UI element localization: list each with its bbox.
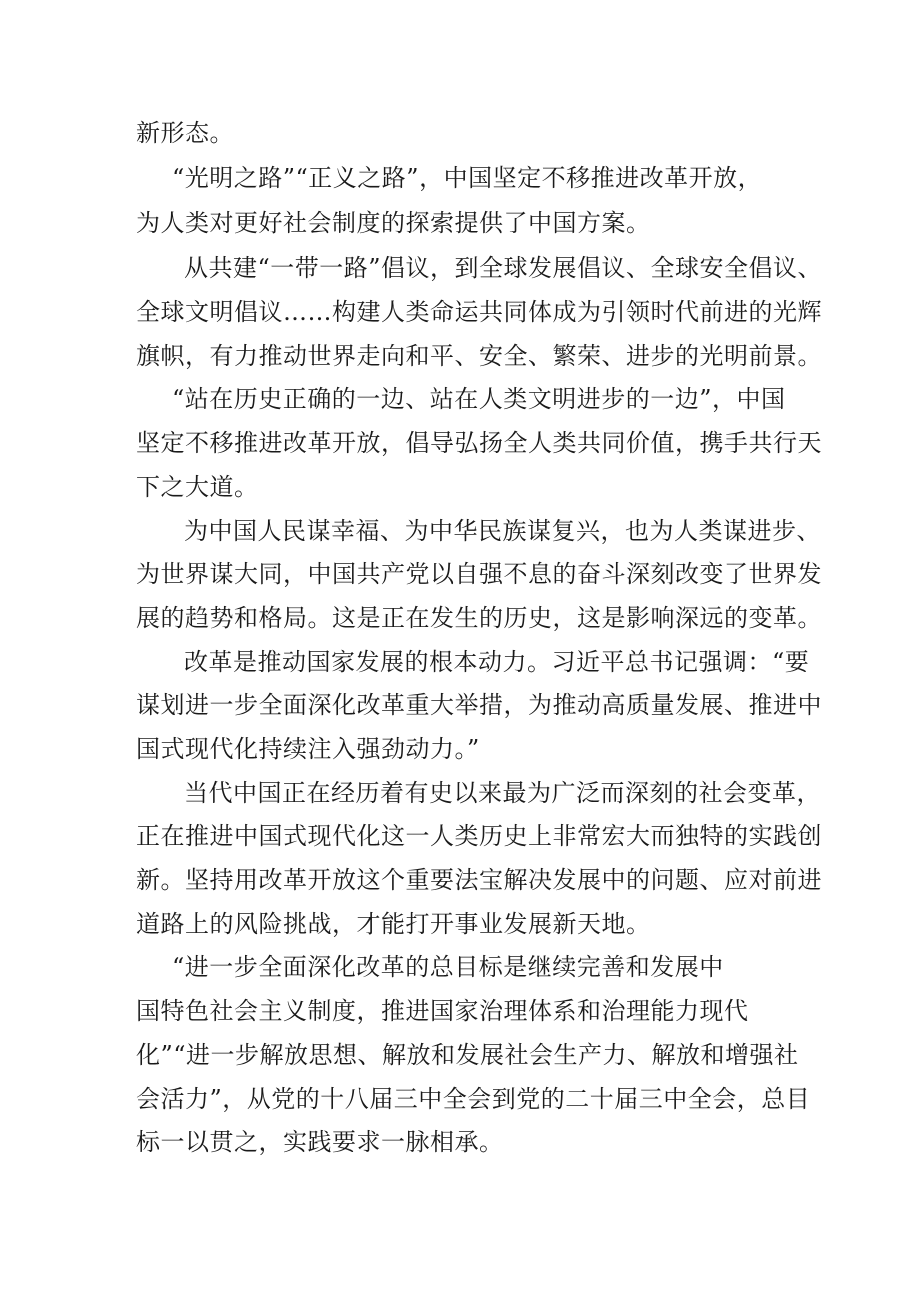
text-line: 改革是推动国家发展的根本动力。习近平总书记强调：“要 [184,648,810,676]
text-line: 国式现代化持续注入强劲动力。” [136,735,480,763]
text-line: 新形态。 [136,119,234,147]
text-line: 从共建“一带一路”倡议，到全球发展倡议、全球安全倡议、 [184,254,823,282]
text-line: 为世界谋大同，中国共产党以自强不息的奋斗深刻改变了世界发 [136,560,822,588]
text-line: 道路上的风险挑战，才能打开事业发展新天地。 [136,910,651,938]
text-line: 正在推进中国式现代化这一人类历史上非常宏大而独特的实践创 [136,822,822,850]
text-line: “光明之路”“正义之路”，中国坚定不移推进改革开放， [172,164,763,192]
text-line: 标一以贯之，实践要求一脉相承。 [136,1128,504,1156]
text-line: 当代中国正在经历着有史以来最为广泛而深刻的社会变革， [184,779,821,807]
text-line: 化”“进一步解放思想、解放和发展社会生产力、解放和增强社 [136,1041,799,1069]
text-line: 会活力”，从党的十八届三中全会到党的二十届三中全会，总目 [136,1085,811,1113]
text-line: 展的趋势和格局。这是正在发生的历史，这是影响深远的变革。 [136,604,822,632]
text-line: “站在历史正确的一边、站在人类文明进步的一边”，中国 [172,385,786,413]
text-line: 国特色社会主义制度，推进国家治理体系和治理能力现代 [136,997,749,1025]
text-line: 坚定不移推进改革开放，倡导弘扬全人类共同价值，携手共行天 [136,429,822,457]
text-line: 全球文明倡议……构建人类命运共同体成为引领时代前进的光辉 [136,298,822,326]
text-line: 为人类对更好社会制度的探索提供了中国方案。 [136,209,651,237]
text-line: 为中国人民谋幸福、为中华民族谋复兴，也为人类谋进步、 [184,517,821,545]
text-line: 新。坚持用改革开放这个重要法宝解决发展中的问题、应对前进 [136,866,822,894]
text-line: 谋划进一步全面深化改革重大举措，为推动高质量发展、推进中 [136,691,822,719]
text-line: “进一步全面深化改革的总目标是继续完善和发展中 [172,953,724,981]
text-line: 下之大道。 [136,473,259,501]
text-line: 旗帜，有力推动世界走向和平、安全、繁荣、进步的光明前景。 [136,342,822,370]
